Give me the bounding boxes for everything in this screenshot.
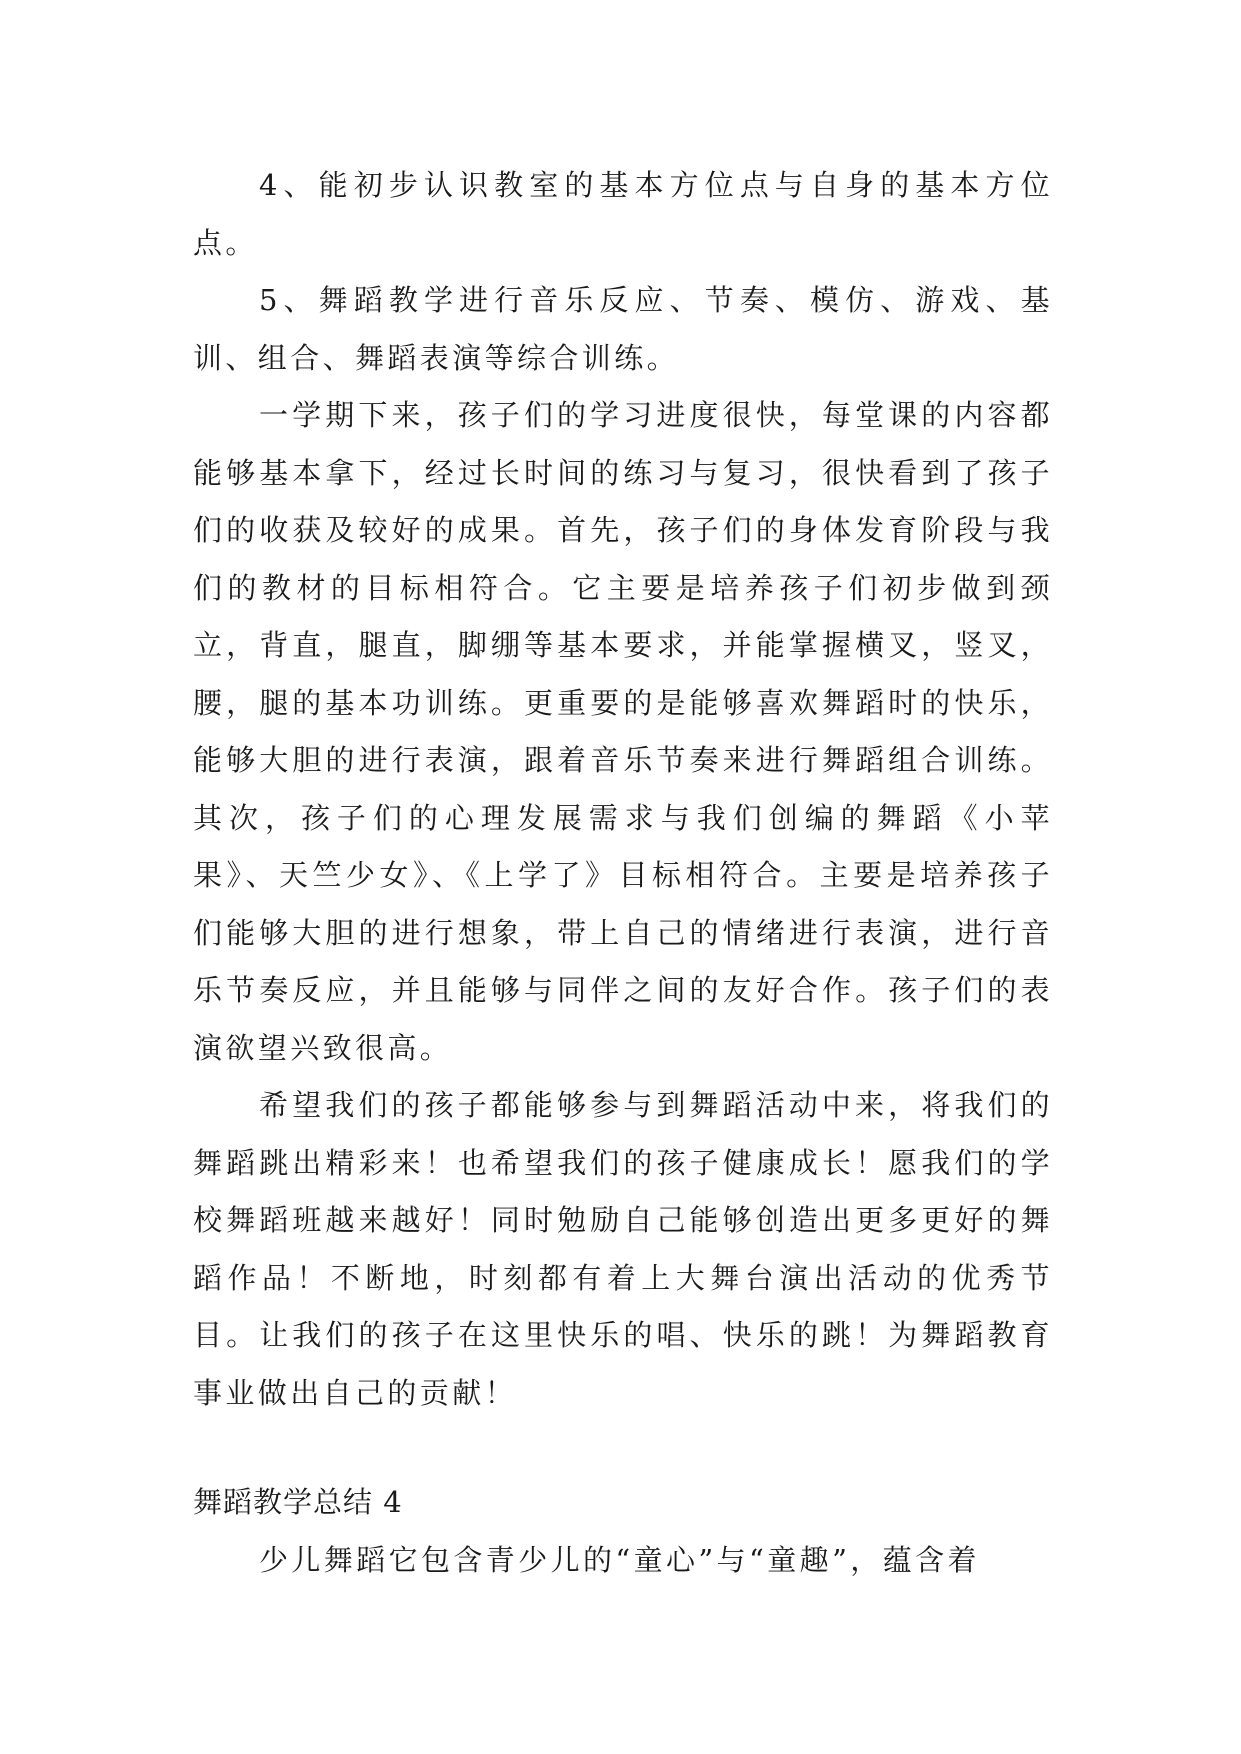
section-heading: 舞蹈教学总结 4 — [193, 1485, 403, 1519]
paragraph-semester-review: 一学期下来，孩子们的学习进度很快，每堂课的内容都能够基本拿下，经过长时间的练习与复习，很快看到了孩子们的收获及较好的成果。首先，孩子们的身体发育阶段与我们的教材的目标相符合。它主要是培养孩子们初步做到颈立，背直，腿直，脚绷等基本要求，并能掌握横叉，竖叉，腰，腿的基本功训练。更重要的是能够喜欢舞蹈时的快乐，能够大胆的进行表演，跟着音乐节奏来进行舞蹈组合训练。其次，孩子们的心理发展需求与我们创编的舞蹈《小苹果》、天竺少女》、《上学了》目标相符合。主要是培养孩子们能够大胆的进行想象，带上自己的情绪进行表演，进行音乐节奏反应，并且能够与同伴之间的友好合作。孩子们的表演欲望兴致很高。 — [193, 398, 1053, 1065]
paragraph-item-5: 5、舞蹈教学进行音乐反应、节奏、模仿、游戏、基训、组合、舞蹈表演等综合训练。 — [193, 283, 1053, 375]
paragraph-item-4: 4、能初步认识教室的基本方位点与自身的基本方位点。 — [193, 168, 1053, 260]
paragraph-children-dance: 少儿舞蹈它包含青少儿的“童心”与“童趣”，蕴含着 — [259, 1542, 980, 1577]
document-page — [193, 157, 1053, 1589]
paragraph-hopes: 希望我们的孩子都能够参与到舞蹈活动中来，将我们的舞蹈跳出精彩来！也希望我们的孩子健康成长！愿我们的学校舞蹈班越来越好！同时勉励自己能够创造出更多更好的舞蹈作品！不断地，时刻都有着上大舞台演出活动的优秀节目。让我们的孩子在这里快乐的唱、快乐的跳！为舞蹈教育事业做出自己的贡献！ — [193, 1088, 1053, 1410]
